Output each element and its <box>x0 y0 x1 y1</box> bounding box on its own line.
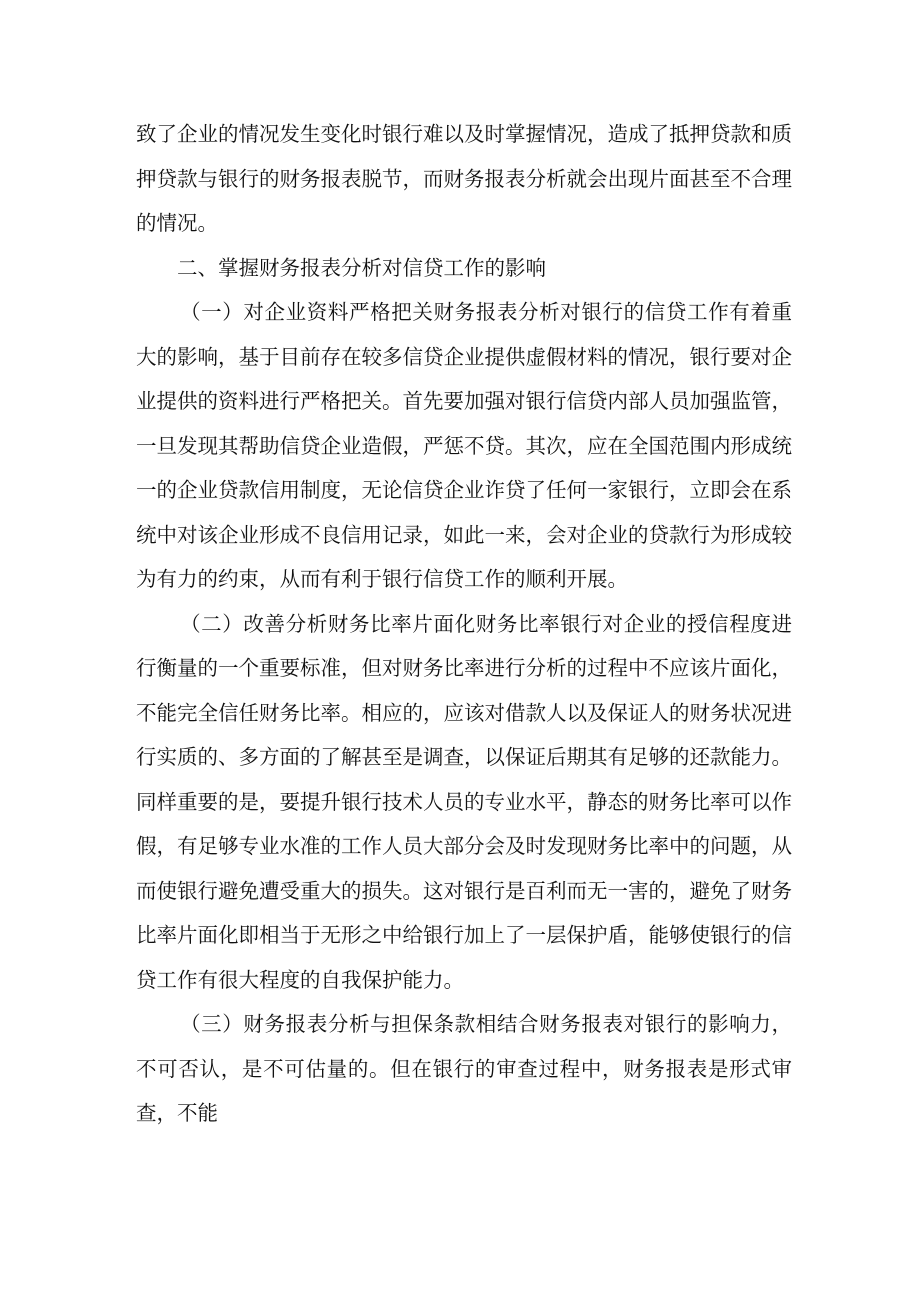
paragraph-continued: 致了企业的情况发生变化时银行难以及时掌握情况，造成了抵押贷款和质押贷款与银行的财务报表脱节，而财务报表分析就会出现片面甚至不合理的情况。 <box>136 122 792 235</box>
section-heading: 二、掌握财务报表分析对信贷工作的影响 <box>177 255 546 280</box>
document-body <box>136 112 792 1136</box>
paragraph-section-2: （二）改善分析财务比率片面化财务比率银行对企业的授信程度进行衡量的一个重要标准，但对财务比率进行分析的过程中不应该片面化，不能完全信任财务比率。相应的，应该对借款人以及保证人的财务状况进行实质的、多方面的了解甚至是调查，以保证后期其有足够的还款能力。同样重要的是，要提升银行技术人员的专业水平，静态的财务比率可以作假，有足够专业水准的工作人员大部分会及时发现财务比率中的问题，从而使银行避免遭受重大的损失。这对银行是百利而无一害的，避免了财务比率片面化即相当于无形之中给银行加上了一层保护盾，能够使银行的信贷工作有很大程度的自我保护能力。 <box>136 611 792 992</box>
paragraph-section-1: （一）对企业资料严格把关财务报表分析对银行的信贷工作有着重大的影响，基于目前存在较多信贷企业提供虚假材料的情况，银行要对企业提供的资料进行严格把关。首先要加强对银行信贷内部人员加强监管，一旦发现其帮助信贷企业造假，严惩不贷。其次，应在全国范围内形成统一的企业贷款信用制度，无论信贷企业诈贷了任何一家银行，立即会在系统中对该企业形成不良信用记录，如此一来，会对企业的贷款行为形成较为有力的约束，从而有利于银行信贷工作的顺利开展。 <box>136 300 792 591</box>
paragraph-section-3: （三）财务报表分析与担保条款相结合财务报表对银行的影响力，不可否认，是不可估量的。但在银行的审查过程中，财务报表是形式审查，不能 <box>136 1012 792 1125</box>
